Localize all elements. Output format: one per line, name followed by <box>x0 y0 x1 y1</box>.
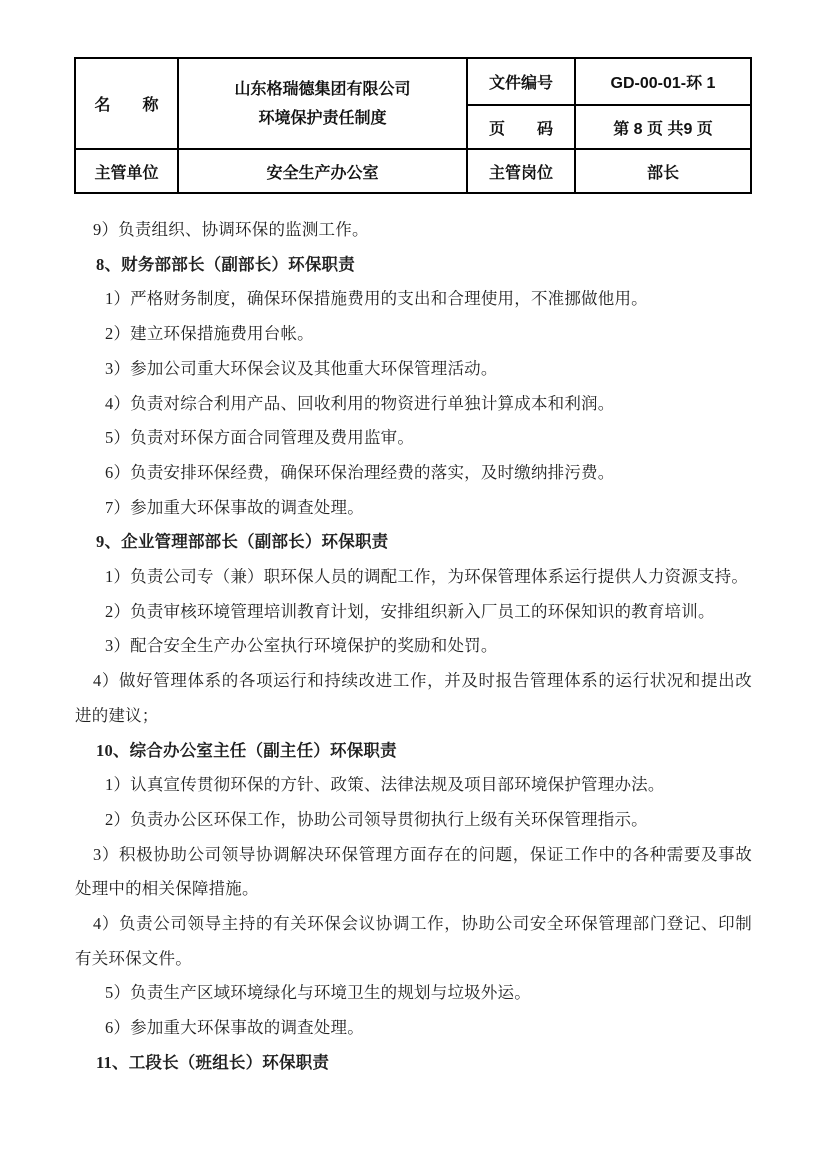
list-item: 1）负责公司专（兼）职环保人员的调配工作，为环保管理体系运行提供人力资源支持。 <box>105 567 749 587</box>
name-label: 名 称 <box>94 97 159 114</box>
name-label-cell <box>75 58 178 149</box>
list-item: 4）做好管理体系的各项运行和持续改进工作，并及时报告管理体系的运行状况和提出改进的建议； <box>75 671 752 725</box>
post-value-cell: 部长 <box>575 149 751 193</box>
page-value-cell: 第 8 页 共9 页 <box>575 105 751 149</box>
list-item: 3）配合安全生产办公室执行环境保护的奖励和处罚。 <box>105 636 498 656</box>
list-item: 6）参加重大环保事故的调查处理。 <box>105 1018 364 1038</box>
list-item: 1）严格财务制度，确保环保措施费用的支出和合理使用，不准挪做他用。 <box>105 289 648 309</box>
list-item: 4）负责公司领导主持的有关环保会议协调工作，协助公司安全环保管理部门登记、印制有关环保文件。 <box>75 914 752 968</box>
list-item: 5）负责生产区域环境绿化与环境卫生的规划与垃圾外运。 <box>105 983 531 1003</box>
document-header-table <box>74 57 752 194</box>
section-heading: 9、企业管理部部长（副部长）环保职责 <box>96 532 389 552</box>
list-item: 4）负责对综合利用产品、回收利用的物资进行单独计算成本和利润。 <box>105 393 615 413</box>
doc-number-label-cell: 文件编号 <box>467 58 575 105</box>
document-body <box>75 213 752 1081</box>
section-heading: 11、工段长（班组长）环保职责 <box>96 1052 330 1072</box>
section-heading: 10、综合办公室主任（副主任）环保职责 <box>96 740 397 760</box>
company-name: 山东格瑞德集团有限公司 <box>234 80 411 98</box>
list-item: 2）负责审核环境管理培训教育计划，安排组织新入厂员工的环保知识的教育培训。 <box>105 601 715 621</box>
doc-number-value-cell: GD-00-01-环 1 <box>575 58 751 105</box>
list-item: 3）积极协助公司领导协调解决环保管理方面存在的问题，保证工作中的各种需要及事故处理中的相关保障措施。 <box>75 844 752 899</box>
list-item: 7）参加重大环保事故的调查处理。 <box>105 497 364 517</box>
list-item: 1）认真宣传贯彻环保的方针、政策、法律法规及项目部环境保护管理办法。 <box>105 775 665 795</box>
list-item: 2）负责办公区环保工作，协助公司领导贯彻执行上级有关环保管理指示。 <box>105 809 648 829</box>
list-item: 3）参加公司重大环保会议及其他重大环保管理活动。 <box>105 358 498 378</box>
document-title: 环境保护责任制度 <box>258 109 387 127</box>
list-item: 5）负责对环保方面合同管理及费用监审。 <box>105 428 415 448</box>
dept-label-cell: 主管单位 <box>75 149 178 193</box>
section-heading: 8、财务部部长（副部长）环保职责 <box>96 254 355 274</box>
list-item: 9）负责组织、协调环保的监测工作。 <box>93 220 369 239</box>
page-label-cell: 页 码 <box>467 105 575 149</box>
dept-value-cell: 安全生产办公室 <box>178 149 467 193</box>
list-item: 2）建立环保措施费用台帐。 <box>105 324 314 344</box>
document-title-cell <box>178 58 467 149</box>
list-item: 6）负责安排环保经费，确保环保治理经费的落实，及时缴纳排污费。 <box>105 462 615 482</box>
post-label-cell: 主管岗位 <box>467 149 575 193</box>
